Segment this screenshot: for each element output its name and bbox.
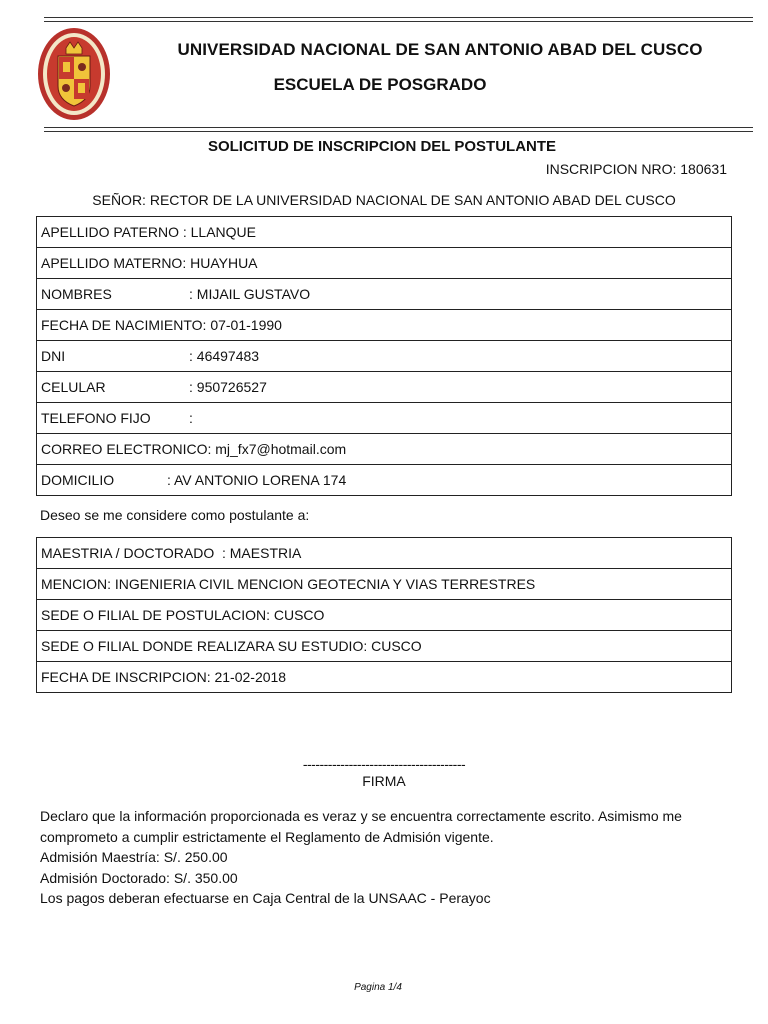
- table-row: [37, 662, 732, 693]
- header-rule-1: [44, 127, 753, 128]
- university-seal-icon: [36, 26, 112, 122]
- dni-value: : 46497483: [189, 348, 260, 364]
- table-row: [37, 538, 732, 569]
- table-row: [37, 465, 732, 496]
- nombres-value: : MIJAIL GUSTAVO: [189, 286, 311, 302]
- sede-postulacion-cell: SEDE O FILIAL DE POSTULACION: CUSCO: [37, 600, 732, 631]
- celular-label: CELULAR: [41, 379, 106, 395]
- fee-maestria: Admisión Maestría: S/. 250.00: [40, 849, 228, 865]
- celular-cell: [37, 372, 732, 403]
- personal-data-table: [36, 216, 732, 496]
- apellido-materno-cell: APELLIDO MATERNO: HUAYHUA: [37, 248, 732, 279]
- nivel-cell: MAESTRIA / DOCTORADO : MAESTRIA: [37, 538, 732, 569]
- signature-label: FIRMA: [362, 773, 406, 789]
- table-row: [37, 372, 732, 403]
- addressee-line: SEÑOR: RECTOR DE LA UNIVERSIDAD NACIONAL DE SAN ANTONIO ABAD DEL CUSCO: [92, 192, 676, 208]
- nombres-cell: [37, 279, 732, 310]
- school-name: ESCUELA DE POSGRADO: [273, 75, 487, 94]
- table-row: [37, 248, 732, 279]
- table-row: [37, 310, 732, 341]
- table-row: [37, 569, 732, 600]
- domicilio-cell: [37, 465, 732, 496]
- payment-note: Los pagos deberan efectuarse en Caja Central de la UNSAAC - Perayoc: [40, 890, 491, 906]
- table-row: [37, 434, 732, 465]
- mencion-cell: MENCION: INGENIERIA CIVIL MENCION GEOTECNIA Y VIAS TERRESTRES: [37, 569, 732, 600]
- header-rule-2: [44, 131, 753, 132]
- celular-value: : 950726527: [189, 379, 267, 395]
- fecha-inscripcion-cell: FECHA DE INSCRIPCION: 21-02-2018: [37, 662, 732, 693]
- fecha-nacimiento-cell: FECHA DE NACIMIENTO: 07-01-1990: [37, 310, 732, 341]
- top-rule-2: [44, 21, 753, 22]
- correo-cell: CORREO ELECTRONICO: mj_fx7@hotmail.com: [37, 434, 732, 465]
- declaration-text: Declaro que la información proporcionada es veraz y se encuentra correctamente escrito. Asimismo me comprometo a cumplir estrictamente el Reglamento de Admisión vigente.: [40, 808, 682, 845]
- table-row: [37, 279, 732, 310]
- nombres-label: NOMBRES: [41, 286, 112, 302]
- intro-text: Deseo se me considere como postulante a:: [40, 507, 310, 523]
- dni-cell: [37, 341, 732, 372]
- domicilio-value: : AV ANTONIO LORENA 174: [167, 472, 347, 488]
- university-name: UNIVERSIDAD NACIONAL DE SAN ANTONIO ABAD DEL CUSCO: [177, 40, 703, 59]
- telefono-value: :: [189, 410, 193, 426]
- form-title: SOLICITUD DE INSCRIPCION DEL POSTULANTE: [207, 138, 557, 155]
- apellido-paterno-cell: APELLIDO PATERNO : LLANQUE: [37, 217, 732, 248]
- signature-line: ---------------------------------------: [302, 756, 466, 772]
- telefono-cell: [37, 403, 732, 434]
- telefono-label: TELEFONO FIJO: [41, 410, 151, 426]
- dni-label: DNI: [41, 348, 66, 364]
- declaration-block: [40, 806, 730, 909]
- sede-estudio-cell: SEDE O FILIAL DONDE REALIZARA SU ESTUDIO: CUSCO: [37, 631, 732, 662]
- domicilio-label: DOMICILIO: [41, 472, 115, 488]
- table-row: [37, 341, 732, 372]
- top-rule-1: [44, 17, 753, 18]
- program-table: [36, 537, 732, 693]
- table-row: [37, 403, 732, 434]
- table-row: [37, 631, 732, 662]
- fee-doctorado: Admisión Doctorado: S/. 350.00: [40, 869, 238, 886]
- page-number: Pagina 1/4: [354, 982, 402, 993]
- table-row: [37, 600, 732, 631]
- table-row: [37, 217, 732, 248]
- inscription-number: INSCRIPCION NRO: 180631: [545, 161, 727, 177]
